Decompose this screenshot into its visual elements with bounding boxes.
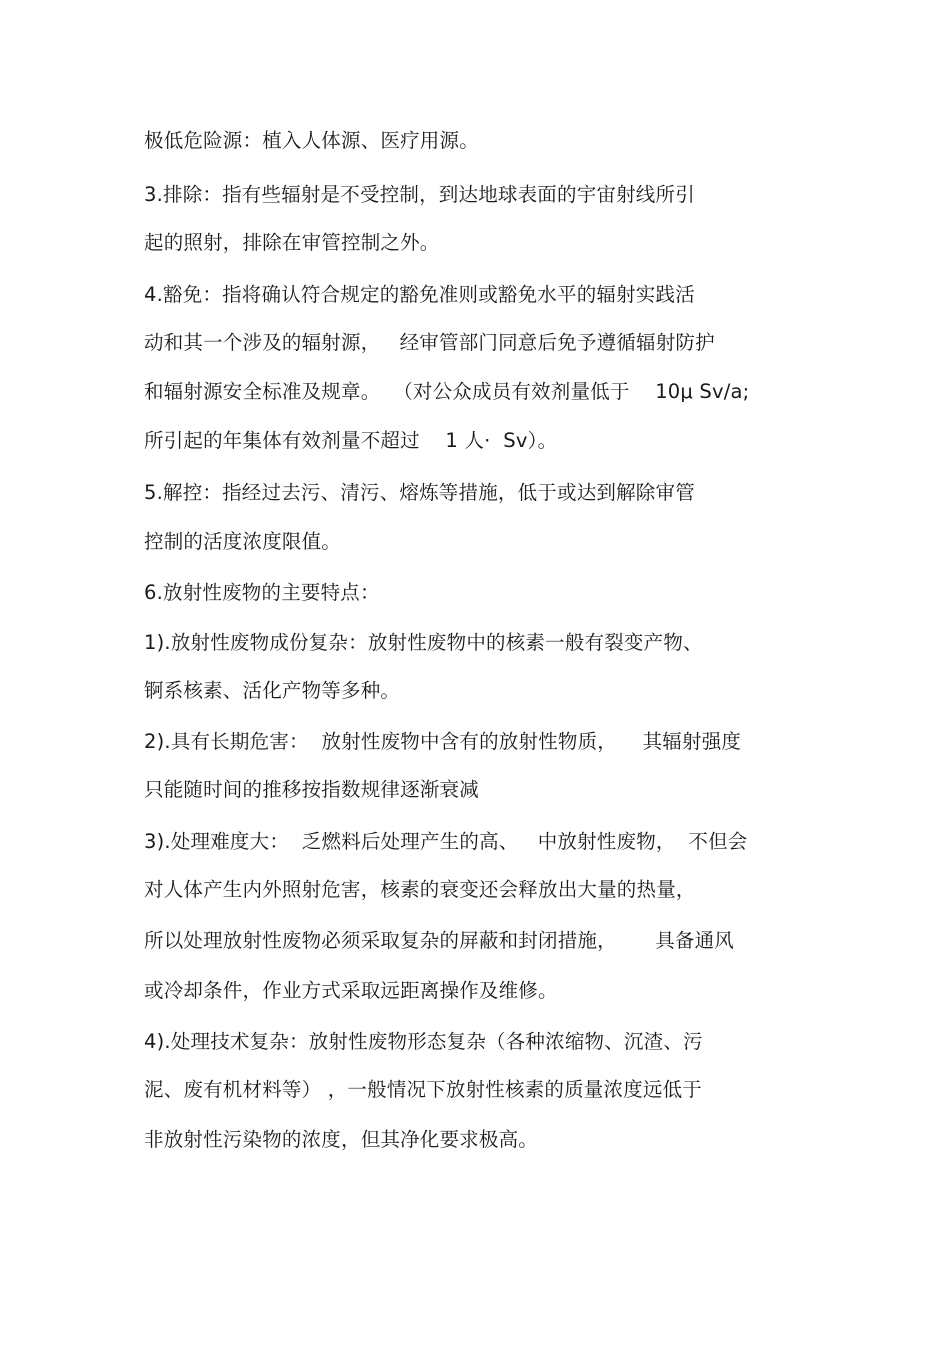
text-line: 4.豁免：指将确认符合规定的豁免准则或豁免水平的辐射实践活 [144, 283, 695, 306]
text-line: 3).处理难度大： 乏燃料后处理产生的高、 中放射性废物， 不但会 [144, 830, 748, 853]
text-line: 动和其一个涉及的辐射源， 经审管部门同意后免予遵循辐射防护 [144, 331, 715, 354]
text-line: 6.放射性废物的主要特点： [144, 581, 380, 604]
text-line: 所引起的年集体有效剂量不超过 1 人· Sv）。 [144, 429, 558, 452]
text-line: 极低危险源：植入人体源、医疗用源。 [144, 129, 479, 152]
text-line: 2).具有长期危害： 放射性废物中含有的放射性物质， 其辐射强度 [144, 730, 742, 753]
text-line: 4).处理技术复杂：放射性废物形态复杂（各种浓缩物、沉渣、污 [144, 1030, 703, 1053]
text-line: 1).放射性废物成份复杂：放射性废物中的核素一般有裂变产物、 [144, 631, 703, 654]
text-line: 和辐射源安全标准及规章。 （对公众成员有效剂量低于 10μ Sv/a; [144, 380, 750, 403]
text-line: 只能随时间的推移按指数规律逐渐衰减 [144, 778, 479, 801]
text-line: 对人体产生内外照射危害，核素的衰变还会释放出大量的热量， [144, 878, 696, 901]
text-line: 泥、废有机材料等） ，一般情况下放射性核素的质量浓度远低于 [144, 1078, 702, 1101]
text-line: 或冷却条件，作业方式采取远距离操作及维修。 [144, 979, 558, 1002]
text-line: 3.排除：指有些辐射是不受控制，到达地球表面的宇宙射线所引 [144, 183, 695, 206]
text-line: 锕系核素、活化产物等多种。 [144, 679, 401, 702]
text-line: 所以处理放射性废物必须采取复杂的屏蔽和封闭措施， 具备通风 [144, 929, 734, 952]
text-line: 5.解控：指经过去污、清污、熔炼等措施，低于或达到解除审管 [144, 481, 695, 504]
text-line: 非放射性污染物的浓度，但其净化要求极高。 [144, 1128, 539, 1151]
text-line: 控制的活度浓度限值。 [144, 530, 342, 553]
text-line: 起的照射，排除在审管控制之外。 [144, 231, 440, 254]
